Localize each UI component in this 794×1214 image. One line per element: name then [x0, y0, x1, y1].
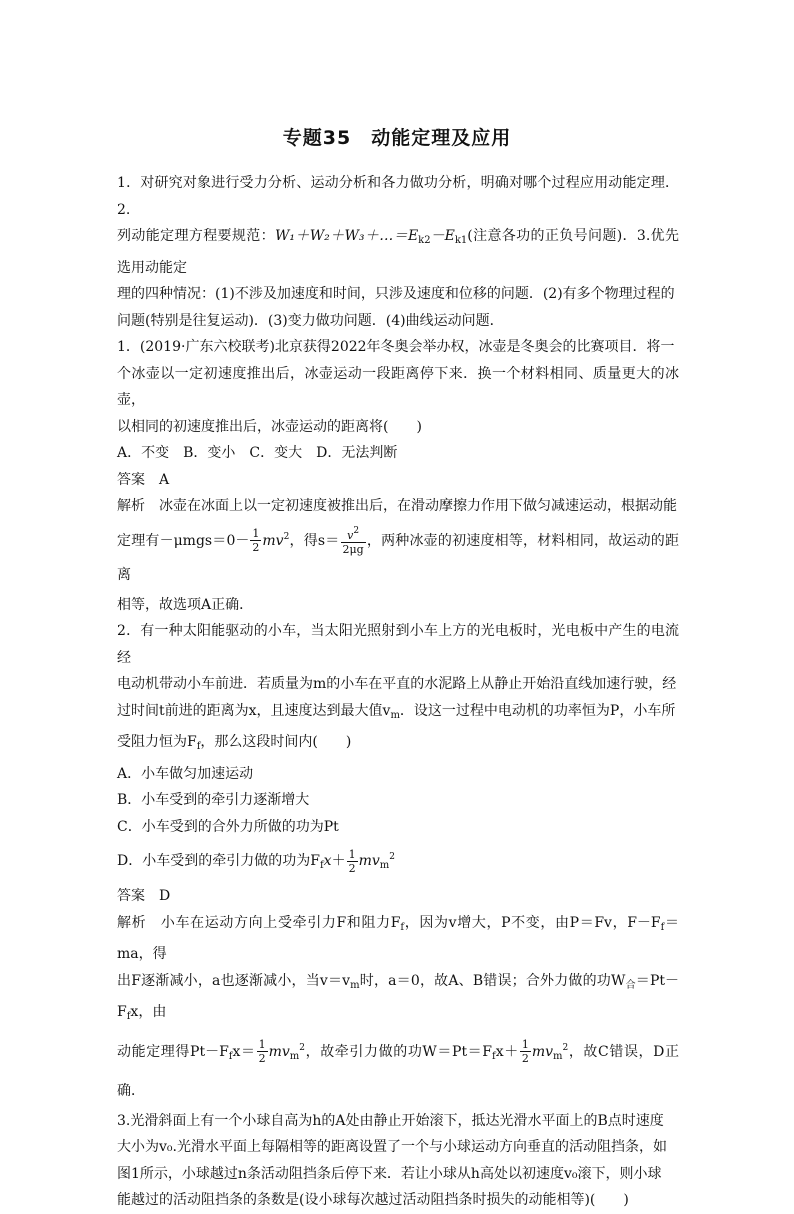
q1-analysis-line-2: 定理有－μmgs＝0－ $\frac{1}{2}$ $mv^2$，得s＝ $\frac{v^2}{2\mu g}$ ，两种冰壶的初速度相等，材料相同，故运动的距离	[117, 526, 679, 583]
q2-option-c: C．小车受到的合外力所做的功为Pt	[117, 818, 339, 835]
q3-line-2: 大小为v₀.光滑水平面上每隔相等的距离设置了一个与小球运动方向垂直的活动阻挡条，如	[117, 1139, 667, 1155]
q2-analysis-line-2: 出F逐渐减小，a也逐渐减小，当$v=v_m$时，a＝0，故A、B错误；合外力做的功$W_合=Pt-F_fx$，由	[117, 972, 680, 1022]
q1-line-2: 个冰壶以一定初速度推出后，冰壶运动一段距离停下来．换一个材料相同、质量更大的冰壶，	[117, 365, 679, 408]
q3-line-1: 3.光滑斜面上有一个小球自高为h的A处由静止开始滚下，抵达光滑水平面上的B点时速度	[117, 1112, 664, 1129]
q2-option-a: A．小车做匀加速运动	[117, 765, 254, 782]
q2-analysis-line-3: 动能定理得$Pt-F_fx=$ $\frac{1}{2}$ $mv_m^2$，故牵引力做的功$W=Pt=F_fx+$ $\frac{1}{2}$ $mv_m^2$，故C错误，D正确．	[117, 1038, 679, 1099]
page-title: 专题35 动能定理及应用	[282, 127, 512, 149]
q1-line-3: 以相同的初速度推出后，冰壶运动的距离将( )	[117, 418, 422, 435]
intro-line-1: 1．对研究对象进行受力分析、运动分析和各力做功分析，明确对哪个过程应用动能定理．2.	[117, 175, 679, 218]
q1-options: A．不变 B．变小 C．变大 D．无法判断	[117, 445, 398, 461]
q2-answer: 答案 D	[117, 888, 171, 904]
q2-line-3: 过时间t前进的距离为x，且速度达到最大值$v_m$．设这一过程中电动机的功率恒为P，小车所	[117, 702, 676, 721]
q2-option-d: D．小车受到的牵引力做的功为$F_fx+$ $\frac{1}{2}$ $mv_m^2$	[117, 847, 395, 875]
intro-line-4: 问题(特别是往复运动)．(3)变力做功问题．(4)曲线运动问题．	[117, 312, 504, 329]
q1-line-1: 1．(2019·广东六校联考)北京获得2022年冬奥会举办权，冰壶是冬奥会的比赛项目．将一	[117, 339, 675, 355]
q2-line-4: 受阻力恒为$F_f$，那么这段时间内( )	[117, 734, 352, 752]
q1-answer: 答案 A	[117, 471, 170, 488]
q2-line-1: 2．有一种太阳能驱动的小车，当太阳光照射到小车上方的光电板时，光电板中产生的电流经	[117, 623, 679, 666]
intro-line-2: 列动能定理方程要规范：$W_1+W_2+W_3+\dots=E_{k2}-E_{k1}$(注意各功的正负号问题)．3.优先选用动能定	[117, 228, 680, 276]
q3-line-3: 图1所示，小球越过n条活动阻挡条后停下来．若让小球从h高处以初速度v₀滚下，则小球	[117, 1165, 662, 1182]
q2-option-b: B．小车受到的牵引力逐渐增大	[117, 792, 310, 808]
document-body	[117, 170, 679, 1214]
q2-analysis-line-1: 解析 小车在运动方向上受牵引力F和阻力$F_f$，因为v增大，P不变，由P＝Fv，$F-F_f=ma$，得	[117, 914, 679, 962]
q1-analysis-line-1: 解析 冰壶在冰面上以一定初速度被推出后，在滑动摩擦力作用下做匀减速运动，根据动能	[117, 498, 677, 514]
q2-line-2: 电动机带动小车前进．若质量为m的小车在平直的水泥路上从静止开始沿直线加速行驶，经	[117, 676, 677, 692]
intro-line-3: 理的四种情况：(1)不涉及加速度和时间，只涉及速度和位移的问题．(2)有多个物理过程的	[117, 286, 675, 302]
q1-analysis-line-3: 相等，故选项A正确．	[117, 596, 254, 613]
q3-line-4: 能越过的活动阻挡条的条数是(设小球每次越过活动阻挡条时损失的动能相等)( )	[117, 1192, 629, 1208]
